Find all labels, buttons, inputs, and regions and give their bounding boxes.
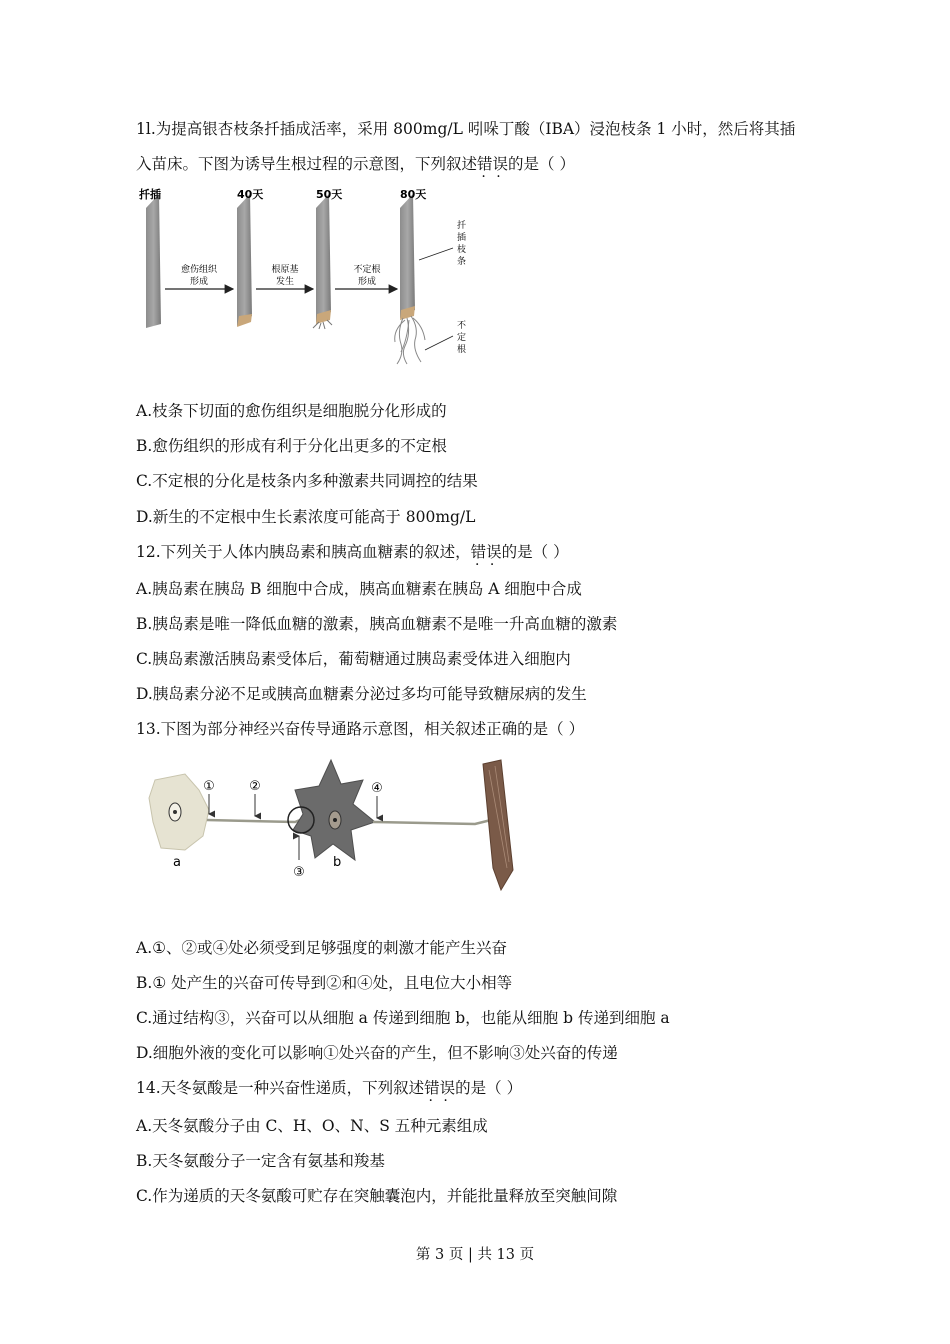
q13-stem: 13.下图为部分神经兴奋传导通路示意图，相关叙述正确的是（ ）	[136, 720, 585, 738]
marker-4: ④	[371, 781, 383, 796]
q12-emphasis: 错误 · ·	[471, 543, 502, 561]
stem-day80	[400, 194, 415, 318]
pointer-roots	[425, 336, 453, 350]
label-day40: 40天	[237, 188, 264, 201]
axon-a	[207, 820, 300, 822]
arrow3-line2: 形成	[357, 277, 377, 287]
adventitious-roots	[395, 316, 425, 364]
stem-day0	[146, 194, 161, 328]
cell-b-nucleolus	[333, 818, 337, 822]
arrow1-line2: 形成	[189, 277, 209, 287]
side-top-1: 扦	[457, 221, 467, 231]
q12-option-c: C.胰岛素激活胰岛素受体后，葡萄糖通过胰岛素受体进入细胞内	[136, 650, 571, 668]
q14-option-a: A.天冬氨酸分子由 C、H、O、N、S 五种元素组成	[136, 1117, 488, 1135]
q14-option-b: B.天冬氨酸分子一定含有氨基和羧基	[136, 1152, 385, 1170]
q13-option-c: C.通过结构③，兴奋可以从细胞 a 传递到细胞 b，也能从细胞 b 传递到细胞 a	[136, 1009, 670, 1027]
q12-stem	[136, 541, 569, 563]
label-cell-a: a	[173, 855, 181, 870]
label-cell-b: b	[333, 855, 342, 870]
side-bottom-2: 定	[457, 333, 467, 343]
q12-stem-post: 的是（ ）	[501, 543, 569, 561]
q11-option-b: B.愈伤组织的形成有利于分化出更多的不定根	[136, 437, 447, 455]
q11-stem-line1: 1l.为提高银杏枝条扦插成活率，采用 800mg/L 吲哚丁酸（IBA）浸泡枝条 1 小时，然后将其插	[136, 120, 796, 138]
q13-option-b: B.① 处产生的兴奋可传导到②和④处，且电位大小相等	[136, 974, 513, 992]
q14-stem	[136, 1077, 522, 1099]
arrow2-line1: 根原基	[271, 265, 299, 275]
cell-a-nucleolus	[173, 810, 177, 814]
q12-option-b: B.胰岛素是唯一降低血糖的激素，胰高血糖素不是唯一升高血糖的激素	[136, 615, 618, 633]
cell-b-body	[293, 760, 375, 860]
q12-option-d: D.胰岛素分泌不足或胰高血糖素分泌过多均可能导致糖尿病的发生	[136, 685, 587, 703]
arrow3-line1: 不定根	[353, 265, 381, 275]
q11-stem-post: 的是（ ）	[508, 155, 575, 173]
stem-day50	[316, 194, 331, 322]
marker-1: ①	[203, 779, 215, 794]
side-bottom-3: 根	[457, 345, 467, 355]
q14-stem-pre: 14.天冬氨酸是一种兴奋性递质，下列叙述	[136, 1079, 425, 1097]
q11-emphasis: 错误 · ·	[477, 155, 508, 173]
q12-option-a: A.胰岛素在胰岛 B 细胞中合成，胰高血糖素在胰岛 A 细胞中合成	[136, 580, 582, 598]
side-bottom-1: 不	[457, 321, 467, 331]
rooting-process-figure	[135, 186, 480, 368]
q11-option-c: C.不定根的分化是枝条内多种激素共同调控的结果	[136, 472, 478, 490]
q12-stem-pre: 12.下列关于人体内胰岛素和胰高血糖素的叙述，	[136, 543, 471, 561]
side-top-2: 插	[457, 233, 467, 243]
q11-stem-line2	[136, 153, 575, 175]
page-footer: 第 3 页 | 共 13 页	[415, 1247, 535, 1263]
muscle-fiber	[483, 760, 513, 890]
arrow1-line1: 愈伤组织	[180, 265, 218, 275]
marker-3: ③	[293, 865, 305, 880]
q14-stem-post: 的是（ ）	[455, 1079, 523, 1097]
q14-option-c: C.作为递质的天冬氨酸可贮存在突触囊泡内，并能批量释放至突触间隙	[136, 1187, 618, 1205]
label-cutting: 扦插	[139, 188, 161, 201]
label-day80: 80天	[400, 188, 427, 201]
stem-day40	[237, 194, 252, 326]
q11-option-d: D.新生的不定根中生长素浓度可能高于 800mg/L	[136, 508, 476, 526]
pointer-cutting	[419, 248, 453, 260]
q11-option-a: A.枝条下切面的愈伤组织是细胞脱分化形成的	[136, 402, 447, 420]
q14-emphasis: 错误 · ·	[424, 1079, 455, 1097]
marker-2: ②	[249, 779, 261, 794]
q11-stem-pre: 入苗床。下图为诱导生根过程的示意图，下列叙述	[136, 155, 478, 173]
label-day50: 50天	[316, 188, 343, 201]
side-top-4: 条	[457, 257, 467, 267]
axon-b	[373, 820, 491, 824]
arrow2-line2: 发生	[275, 277, 295, 287]
side-top-3: 枝	[457, 245, 467, 255]
q13-option-a: A.①、②或④处必须受到足够强度的刺激才能产生兴奋	[136, 939, 508, 957]
neuron-pathway-figure	[145, 750, 530, 900]
q13-option-d: D.细胞外液的变化可以影响①处兴奋的产生，但不影响③处兴奋的传递	[136, 1044, 618, 1062]
